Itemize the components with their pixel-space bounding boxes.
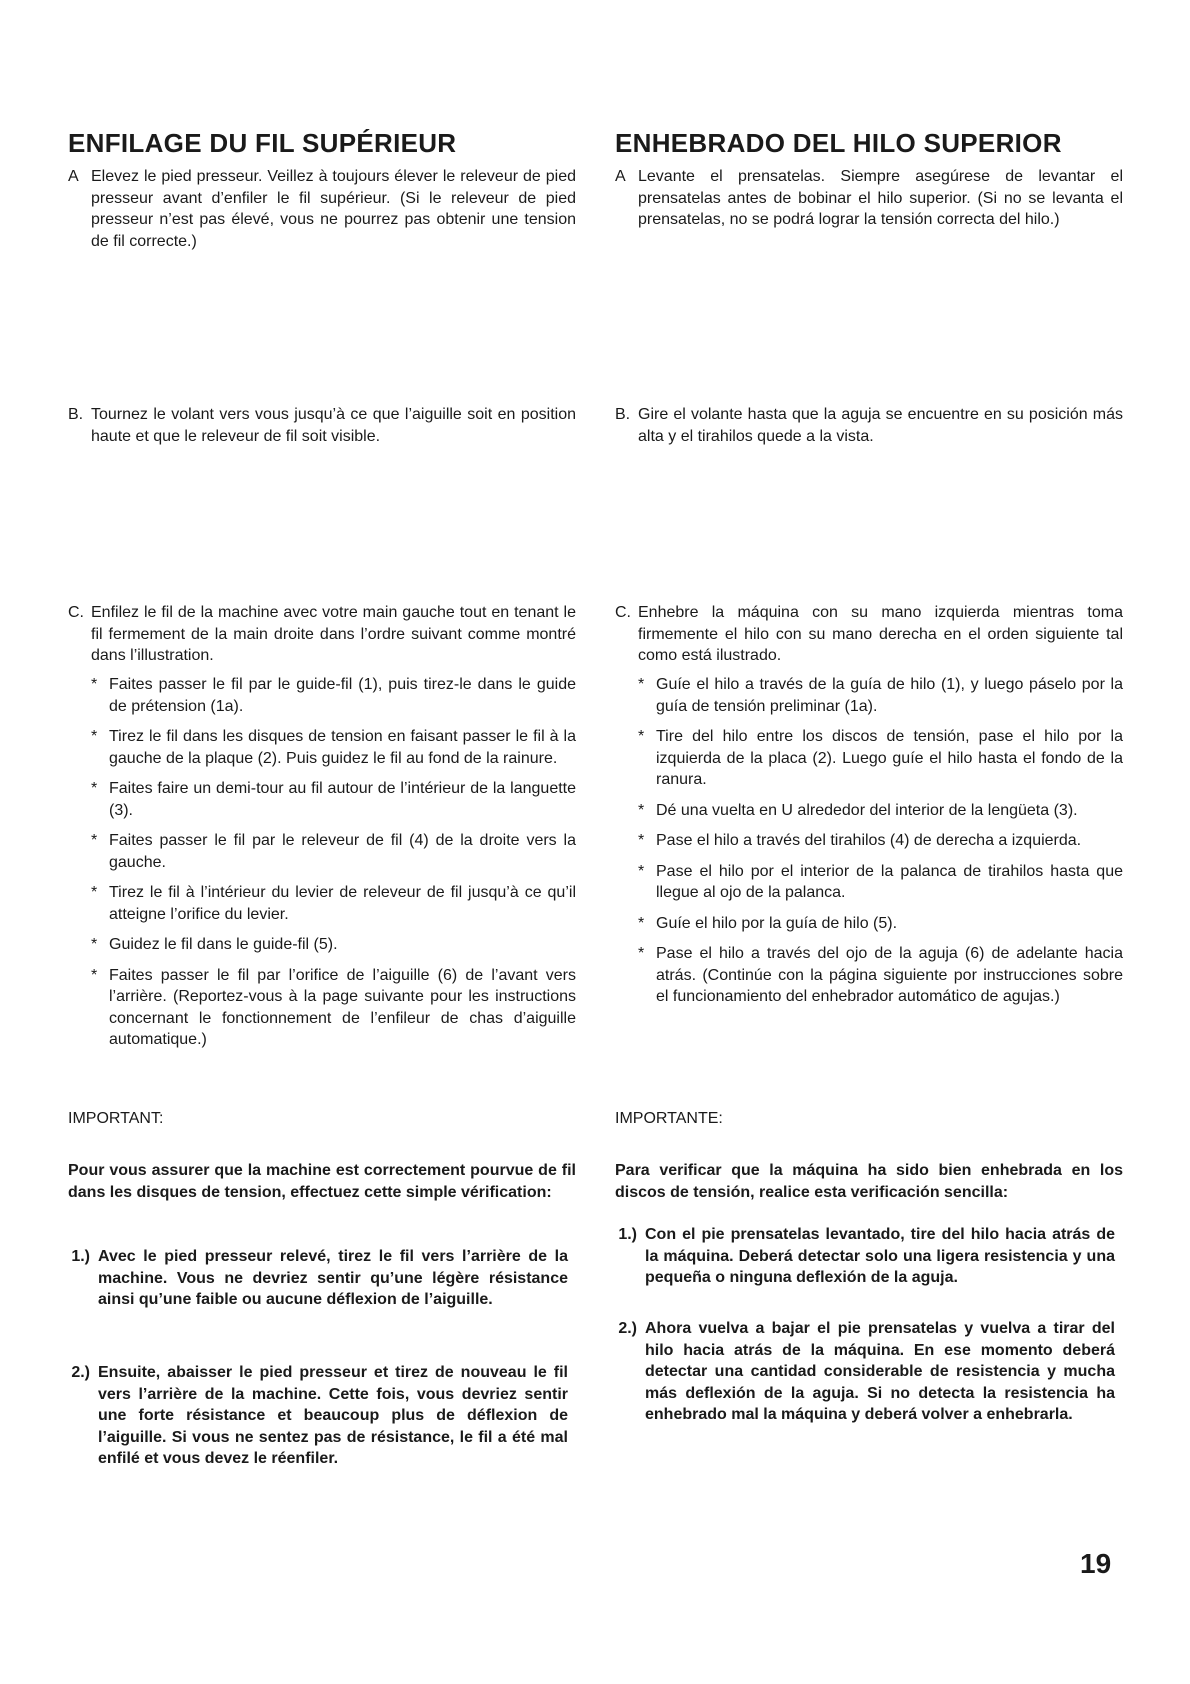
step-text: Enhebre la máquina con su mano izquierda mientras toma firmemente el hilo con su mano derecha en el orden siguiente tal como está ilustrado. (638, 604, 1123, 664)
list-item: * Pase el hilo a través del tirahilos (4) de derecha a izquierda. (615, 830, 1123, 852)
spanish-check-2 (607, 1318, 1115, 1426)
list-item: * Tirez le fil dans les disques de tension en faisant passer le fil à la gauche de la plaque (2). Puis guidez le fil au fond de la rainure. (68, 726, 576, 769)
french-check-2 (60, 1362, 568, 1470)
check-text: Ahora vuelva a bajar el pie prensatelas y vuelva a tirar del hilo hacia atrás de la máquina. En ese momento deberá detectar una cantidad considerable de resistencia y mucha más deflexión de la aguja. Si no detecta la resistencia ha enhebrado mal la máquina y deberá volver a enhebrarla. (645, 1320, 1115, 1423)
step-letter: C. (68, 604, 84, 621)
list-item: * Pase el hilo a través del ojo de la aguja (6) de adelante hacia atrás. (Continúe con la página siguiente por instrucciones sobre el funcionamiento del enhebrador automático de agujas.) (615, 943, 1123, 1008)
asterisk-icon: * (638, 832, 645, 849)
list-item: * Guíe el hilo por la guía de hilo (5). (615, 913, 1123, 935)
french-bullet-list (68, 674, 576, 1060)
french-step-a (68, 166, 576, 252)
list-item: * Faites faire un demi-tour au fil autour de l’intérieur de la languette (3). (68, 778, 576, 821)
list-item: * Tire del hilo entre los discos de tensión, pase el hilo por la izquierda de la placa (2). Luego guíe el hilo hasta el fondo de la ranura. (615, 726, 1123, 791)
spanish-important-label: IMPORTANTE: (615, 1110, 723, 1127)
french-title: ENFILAGE DU FIL SUPÉRIEUR (68, 128, 457, 158)
step-letter: A (615, 168, 626, 185)
asterisk-icon: * (91, 728, 98, 745)
check-number: 1.) (618, 1226, 637, 1243)
list-item: * Guidez le fil dans le guide-fil (5). (68, 934, 576, 956)
french-step-c (68, 602, 576, 667)
step-text: Gire el volante hasta que la aguja se encuentre en su posición más alta y el tirahilos quede a la vista. (638, 406, 1123, 445)
spanish-bullet-list (615, 674, 1123, 1017)
check-text: Avec le pied presseur relevé, tirez le fil vers l’arrière de la machine. Vous ne devriez sentir qu’une légère résistance ainsi qu’une faible ou aucune déflexion de l’aiguille. (98, 1248, 568, 1308)
step-text: Enfilez le fil de la machine avec votre main gauche tout en tenant le fil fermement de la main droite dans l’ordre suivant comme montré dans l’illustration. (91, 604, 576, 664)
asterisk-icon: * (638, 914, 645, 932)
step-letter: C. (615, 604, 631, 621)
asterisk-icon: * (638, 676, 645, 693)
spanish-title: ENHEBRADO DEL HILO SUPERIOR (615, 128, 1062, 158)
list-item: * Dé una vuelta en U alrededor del interior de la lengüeta (3). (615, 800, 1123, 822)
asterisk-icon: * (91, 676, 98, 693)
asterisk-icon: * (91, 884, 98, 901)
check-text: Ensuite, abaisser le pied presseur et tirez de nouveau le fil vers l’arrière de la machine. Cette fois, vous devriez sentir une forte résistance et beaucoup plus de déflexion de l’aiguille. Si vous ne sentez pas de résistance, le fil a été mal enfilé et vous devez le réenfiler. (98, 1364, 568, 1467)
list-item: * Faites passer le fil par le releveur de fil (4) de la droite vers la gauche. (68, 830, 576, 873)
asterisk-icon: * (638, 945, 645, 962)
asterisk-icon: * (91, 832, 98, 849)
check-text: Con el pie prensatelas levantado, tire del hilo hacia atrás de la máquina. Deberá detectar solo una ligera resistencia y una pequeña o ninguna deflexión de la aguja. (645, 1226, 1115, 1286)
list-item: * Faites passer le fil par le guide-fil (1), puis tirez-le dans le guide de prétension (1a). (68, 674, 576, 717)
asterisk-icon: * (91, 966, 98, 984)
asterisk-icon: * (638, 862, 645, 880)
spanish-step-a (615, 166, 1123, 231)
step-letter: B. (615, 406, 631, 423)
french-important-label: IMPORTANT: (68, 1110, 164, 1127)
asterisk-icon: * (638, 728, 645, 745)
step-text: Elevez le pied presseur. Veillez à toujours élever le releveur de pied presseur avant d’enfiler le fil supérieur. (Si le releveur de pied presseur n’est pas élevé, vous ne pourrez pas obtenir une tension de fil correcte.) (91, 168, 576, 250)
step-letter: B. (68, 406, 84, 423)
step-letter: A (68, 168, 79, 185)
step-text: Tournez le volant vers vous jusqu’à ce que l’aiguille soit en position haute et que le releveur de fil soit visible. (91, 406, 576, 445)
step-text: Levante el prensatelas. Siempre asegúrese de levantar el prensatelas antes de bobinar el hilo superior. (Si no se levanta el prensatelas, no se podrá lograr la tensión correcta del hilo.) (638, 168, 1123, 228)
spanish-important-intro: Para verificar que la máquina ha sido bien enhebrada en los discos de tensión, realice esta verificación sencilla: (615, 1162, 1123, 1201)
list-item: * Faites passer le fil par l’orifice de l’aiguille (6) de l’avant vers l’arrière. (Reportez-vous à la page suivante pour les instructions concernant le fonctionnement de l’enfileur de chas d’aiguille automatique.) (68, 965, 576, 1051)
asterisk-icon: * (638, 801, 645, 819)
spanish-check-1 (607, 1224, 1115, 1289)
check-number: 2.) (618, 1320, 637, 1337)
spanish-step-c (615, 602, 1123, 667)
spanish-step-b (615, 404, 1123, 447)
list-item: * Pase el hilo por el interior de la palanca de tirahilos hasta que llegue al ojo de la palanca. (615, 861, 1123, 904)
page-number: 19 (1080, 1548, 1112, 1579)
check-number: 2.) (71, 1364, 90, 1381)
french-important-intro: Pour vous assurer que la machine est correctement pourvue de fil dans les disques de tension, effectuez cette simple vérification: (68, 1162, 576, 1201)
list-item: * Tirez le fil à l’intérieur du levier de releveur de fil jusqu’à ce qu’il atteigne l’orifice du levier. (68, 882, 576, 925)
french-check-1 (60, 1246, 568, 1311)
check-number: 1.) (71, 1248, 90, 1265)
asterisk-icon: * (91, 780, 98, 797)
french-step-b (68, 404, 576, 447)
asterisk-icon: * (91, 936, 98, 953)
list-item: * Guíe el hilo a través de la guía de hilo (1), y luego páselo por la guía de tensión preliminar (1a). (615, 674, 1123, 717)
